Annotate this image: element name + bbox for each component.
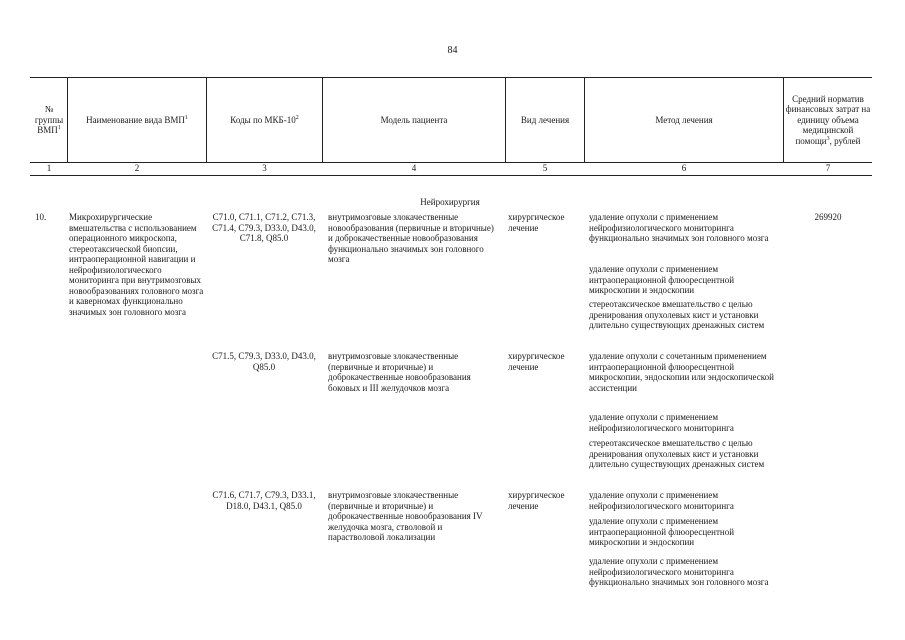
treatment-method: удаление опухоли с применением нейрофизиологического мониторинга	[589, 412, 734, 433]
footnote-mark: 2	[295, 114, 299, 121]
treatment-method: удаление опухоли с применением нейрофизиологического мониторинга	[589, 490, 734, 511]
header-cost-unit: , рублей	[829, 135, 861, 146]
average-cost: 269920	[814, 212, 842, 222]
header-model-text: Модель пациента	[380, 114, 448, 125]
page-number: 84	[447, 45, 458, 56]
icd-codes: C71.6, C71.7, C79.3, D33.1, D18.0, D43.1, Q85.0	[212, 490, 316, 511]
header-treatment-method	[585, 78, 783, 162]
column-number: 2	[134, 163, 140, 173]
footnote-mark: 3	[826, 135, 830, 142]
column-number: 1	[46, 163, 52, 173]
header-name-text: Наименование вида ВМП	[86, 114, 185, 125]
group-number: 10.	[35, 212, 47, 222]
section-title: Нейрохирургия	[420, 197, 480, 207]
column-number: 3	[262, 163, 267, 173]
treatment-type: хирургическое лечение	[508, 351, 565, 372]
icd-codes: C71.5, C79.3, D33.0, D43.0, Q85.0	[212, 351, 316, 372]
header-group-number	[31, 78, 67, 162]
header-treatment-text: Вид лечения	[520, 114, 570, 125]
header-group-text: № группы ВМП	[34, 104, 64, 136]
header-average-cost	[784, 78, 872, 162]
header-cost-text: Средний норматив финансовых затрат на единицу объема медицинской помощи	[785, 93, 871, 146]
header-patient-model	[323, 78, 505, 162]
treatment-type: хирургическое лечение	[508, 490, 565, 511]
treatment-method: удаление опухоли с применением нейрофизиологического мониторинга функционально значимых зон головного мозга	[589, 212, 769, 243]
header-treatment-type	[506, 78, 584, 162]
treatment-method: удаление опухоли с сочетанным применением интраоперационной флюоресцентной микроскопии, эндоскопии или эндоскопической ассистенции	[589, 351, 774, 393]
header-icd-codes	[207, 78, 322, 162]
treatment-method: удаление опухоли с применением нейрофизиологического мониторинга функционально значимых зон головного мозга	[589, 556, 769, 587]
vmp-name: Микрохирургические вмешательства с использованием операционного микроскопа, стереотаксической биопсии, интраоперационной навигации и нейрофизиологического мониторинга при внутримозговых новообразованиях головного мозга и каверномах функционально значимых зон головного мозга	[69, 212, 204, 317]
patient-model: внутримозговые злокачественные (первичные и вторичные) и доброкачественные новообразования IV желудочка мозга, стволовой и парастволовой локализации	[328, 490, 483, 542]
treatment-type: хирургическое лечение	[508, 212, 565, 233]
treatment-method: стереотаксическое вмешательство с целью дренирования опухолевых кист и установки длительно существующих дренажных систем	[589, 438, 765, 469]
patient-model: внутримозговые злокачественные (первичные и вторичные) и доброкачественные новообразования боковых и III желудочков мозга	[328, 351, 471, 393]
treatment-method: удаление опухоли с применением интраоперационной флюоресцентной микроскопии и эндоскопии	[589, 516, 735, 547]
header-codes-text: Коды по МКБ-10	[230, 114, 296, 125]
patient-model: внутримозговые злокачественные новообразования (первичные и вторичные) и доброкачественные новообразования функционально значимых зон головного мозга	[328, 212, 494, 264]
treatment-method: удаление опухоли с применением интраоперационной флюоресцентной микроскопии и эндоскопии	[589, 264, 735, 295]
footnote-mark: 1	[57, 125, 61, 132]
column-number: 6	[681, 163, 687, 173]
footnote-mark: 1	[184, 114, 188, 121]
column-numbers-bottom-border	[30, 175, 872, 176]
treatment-method: стереотаксическое вмешательство с целью дренирования опухолевых кист и установки длительно существующих дренажных систем	[589, 299, 765, 330]
header-method-text: Метод лечения	[655, 114, 713, 125]
icd-codes: C71.0, C71.1, C71.2, C71.3, C71.4, C79.3, D33.0, D43.0, C71.8, Q85.0	[212, 212, 316, 243]
header-vmp-name	[68, 78, 206, 162]
column-number: 5	[542, 163, 548, 173]
column-number: 7	[825, 163, 831, 173]
column-number: 4	[411, 163, 417, 173]
